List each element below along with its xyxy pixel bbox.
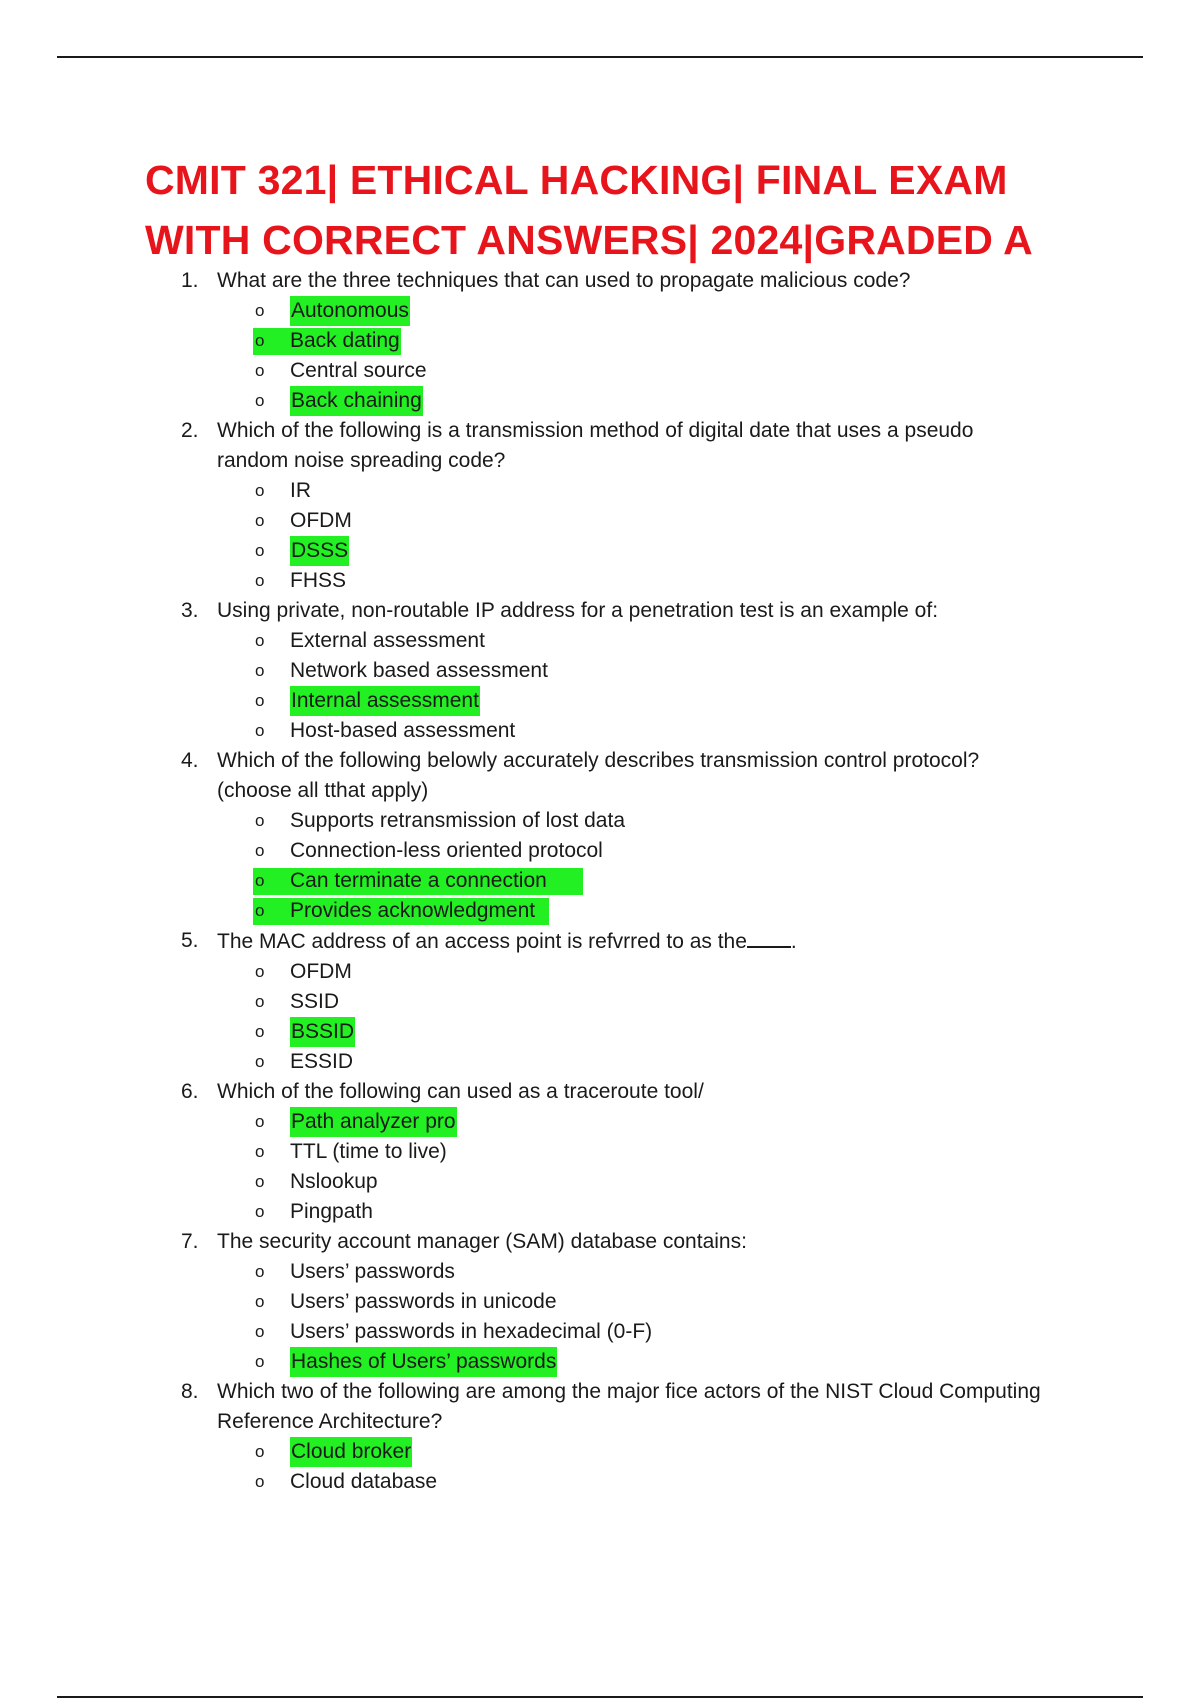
answer-option xyxy=(0,1137,1200,1167)
answer-options xyxy=(0,1107,1200,1227)
answer-option-correct xyxy=(0,296,1200,326)
question-text-body: Which two of the following are among the major fice actors of the NIST Cloud Computing Reference Architecture? xyxy=(217,1380,1041,1433)
answer-option-text: BSSID xyxy=(290,1017,355,1047)
bottom-rule xyxy=(57,1696,1143,1698)
bullet-icon: o xyxy=(255,1262,265,1281)
answer-option-text: Internal assessment xyxy=(290,686,480,716)
answer-option xyxy=(0,566,1200,596)
answer-option-correct xyxy=(0,896,1200,926)
answer-option xyxy=(0,806,1200,836)
answer-option-text: OFDM xyxy=(290,509,352,532)
answer-option-correct xyxy=(0,1017,1200,1047)
answer-options xyxy=(0,806,1200,926)
question-text xyxy=(217,266,1047,296)
bullet-icon: o xyxy=(255,962,265,981)
bullet-icon: o xyxy=(255,361,265,380)
answer-option-text: Host-based assessment xyxy=(290,719,516,742)
answer-option-text: IR xyxy=(290,479,311,502)
question-text xyxy=(217,416,1047,476)
bullet-icon: o xyxy=(255,301,265,320)
answer-options xyxy=(0,1437,1200,1497)
bullet-icon: o xyxy=(255,901,265,920)
bullet-icon: o xyxy=(255,871,265,890)
answer-option xyxy=(0,1287,1200,1317)
question-suffix: . xyxy=(790,930,797,953)
answer-option xyxy=(0,506,1200,536)
question-text xyxy=(217,1377,1047,1437)
bullet-icon: o xyxy=(255,1352,265,1371)
answer-option xyxy=(0,476,1200,506)
question-number: 1. xyxy=(181,269,199,292)
question-text-body: Which of the following is a transmission method of digital date that uses a pseudo random noise spreading code? xyxy=(217,419,974,472)
answer-option xyxy=(0,987,1200,1017)
answer-option-text: Provides acknowledgment xyxy=(290,899,536,922)
question-number: 8. xyxy=(181,1380,199,1403)
question-number: 7. xyxy=(181,1230,199,1253)
bullet-icon: o xyxy=(255,1292,265,1311)
question-text-body: The security account manager (SAM) database contains: xyxy=(217,1230,747,1253)
question-item xyxy=(0,926,1200,1077)
answer-option xyxy=(0,656,1200,686)
bullet-icon: o xyxy=(255,541,265,560)
title-line-1: CMIT 321| ETHICAL HACKING| FINAL EXAM xyxy=(145,157,1008,203)
answer-option-text: Path analyzer pro xyxy=(290,1107,457,1137)
question-item xyxy=(0,746,1200,926)
bullet-icon: o xyxy=(255,1442,265,1461)
answer-option xyxy=(0,1167,1200,1197)
answer-option-correct xyxy=(0,326,1200,356)
bullet-icon: o xyxy=(255,331,265,350)
answer-option-text: Network based assessment xyxy=(290,659,548,682)
answer-option-text: Hashes of Users’ passwords xyxy=(290,1347,557,1377)
question-item xyxy=(0,1227,1200,1377)
question-item xyxy=(0,1377,1200,1497)
question-text xyxy=(217,1227,1047,1257)
bullet-icon: o xyxy=(255,1052,265,1071)
answer-option-text: SSID xyxy=(290,990,340,1013)
answer-option xyxy=(0,836,1200,866)
answer-option-text: Users’ passwords in unicode xyxy=(290,1290,557,1313)
answer-option-correct xyxy=(0,686,1200,716)
bullet-icon: o xyxy=(255,1472,265,1491)
question-text-body: What are the three techniques that can used to propagate malicious code? xyxy=(217,269,911,292)
question-item xyxy=(0,416,1200,596)
answer-option xyxy=(0,626,1200,656)
bullet-icon: o xyxy=(255,1112,265,1131)
answer-option-text: Central source xyxy=(290,359,427,382)
bullet-icon: o xyxy=(255,721,265,740)
bullet-icon: o xyxy=(255,391,265,410)
answer-options xyxy=(0,476,1200,596)
question-text-body: Which of the following belowly accurately describes transmission control protocol? (choose all tthat apply) xyxy=(217,749,980,802)
answer-option-text: Nslookup xyxy=(290,1170,378,1193)
answer-option-text: DSSS xyxy=(290,536,349,566)
bullet-icon: o xyxy=(255,691,265,710)
document-title xyxy=(145,150,1145,270)
question-text xyxy=(217,596,1047,626)
bullet-icon: o xyxy=(255,571,265,590)
question-number: 6. xyxy=(181,1080,199,1103)
bullet-icon: o xyxy=(255,841,265,860)
bullet-icon: o xyxy=(255,1022,265,1041)
answer-option-text: Can terminate a connection xyxy=(290,869,547,892)
bullet-icon: o xyxy=(255,1322,265,1341)
answer-option-text: Back dating xyxy=(290,329,400,352)
question-text xyxy=(217,1077,1047,1107)
answer-option-text: ESSID xyxy=(290,1050,354,1073)
question-number: 4. xyxy=(181,749,199,772)
answer-option xyxy=(0,356,1200,386)
answer-option-text: Cloud database xyxy=(290,1470,438,1493)
answer-option-text: External assessment xyxy=(290,629,485,652)
answer-option xyxy=(0,1047,1200,1077)
question-item xyxy=(0,266,1200,416)
top-rule xyxy=(57,56,1143,58)
bullet-icon: o xyxy=(255,992,265,1011)
bullet-icon: o xyxy=(255,1202,265,1221)
question-text-body: The MAC address of an access point is refvrred to as the xyxy=(217,930,747,953)
answer-option-text: Back chaining xyxy=(290,386,423,416)
answer-option-text: Autonomous xyxy=(290,296,410,326)
bullet-icon: o xyxy=(255,661,265,680)
question-text-body: Using private, non-routable IP address for a penetration test is an example of: xyxy=(217,599,939,622)
bullet-icon: o xyxy=(255,1172,265,1191)
answer-option xyxy=(0,1197,1200,1227)
bullet-icon: o xyxy=(255,481,265,500)
answer-option-text: FHSS xyxy=(290,569,347,592)
answer-option-correct xyxy=(0,866,1200,896)
answer-option-text: Users’ passwords xyxy=(290,1260,455,1283)
bullet-icon: o xyxy=(255,631,265,650)
answer-option-correct xyxy=(0,386,1200,416)
question-text xyxy=(217,926,1047,957)
answer-options xyxy=(0,296,1200,416)
answer-option-text: Connection-less oriented protocol xyxy=(290,839,603,862)
answer-option-text: Supports retransmission of lost data xyxy=(290,809,625,832)
answer-option-correct xyxy=(0,1437,1200,1467)
answer-option xyxy=(0,1317,1200,1347)
answer-option-text: Cloud broker xyxy=(290,1437,412,1467)
answer-option xyxy=(0,957,1200,987)
question-list xyxy=(0,266,1200,1497)
question-number: 3. xyxy=(181,599,199,622)
fill-in-blank xyxy=(747,926,791,948)
bullet-icon: o xyxy=(255,511,265,530)
answer-option-correct xyxy=(0,1107,1200,1137)
bullet-icon: o xyxy=(255,811,265,830)
question-text-body: Which of the following can used as a traceroute tool/ xyxy=(217,1080,704,1103)
question-text xyxy=(217,746,1047,806)
answer-option xyxy=(0,1257,1200,1287)
answer-option xyxy=(0,716,1200,746)
answer-option-text: Pingpath xyxy=(290,1200,373,1223)
answer-option xyxy=(0,1467,1200,1497)
question-item xyxy=(0,596,1200,746)
answer-option-correct xyxy=(0,536,1200,566)
answer-options xyxy=(0,1257,1200,1377)
answer-options xyxy=(0,626,1200,746)
bullet-icon: o xyxy=(255,1142,265,1161)
answer-option-text: TTL (time to live) xyxy=(290,1140,447,1163)
answer-option-text: Users’ passwords in hexadecimal (0-F) xyxy=(290,1320,653,1343)
question-number: 2. xyxy=(181,419,199,442)
answer-options xyxy=(0,957,1200,1077)
question-number: 5. xyxy=(181,929,199,952)
answer-option-text: OFDM xyxy=(290,960,352,983)
question-item xyxy=(0,1077,1200,1227)
answer-option-correct xyxy=(0,1347,1200,1377)
title-line-2: WITH CORRECT ANSWERS| 2024|GRADED A xyxy=(145,217,1033,263)
